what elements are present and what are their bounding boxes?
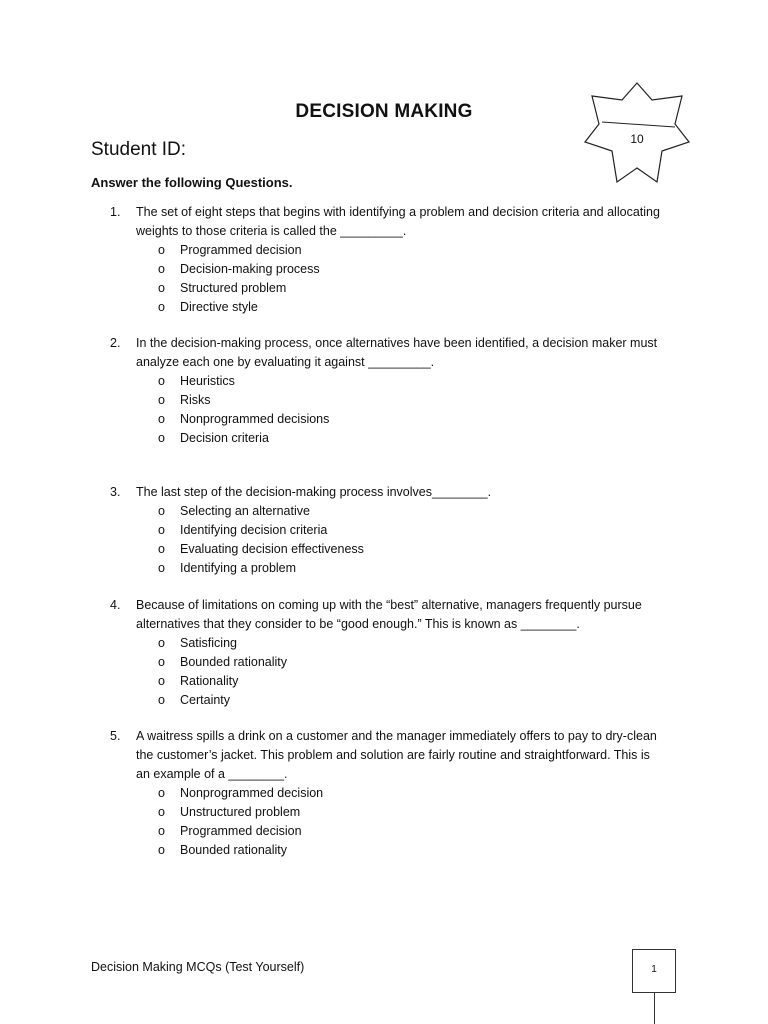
answer-option[interactable] <box>110 841 680 860</box>
answer-option[interactable] <box>110 803 680 822</box>
question-number: 3. <box>110 485 121 499</box>
circle-bullet-icon: o <box>158 693 165 707</box>
circle-bullet-icon: o <box>158 431 165 445</box>
option-text: Decision-making process <box>180 262 320 276</box>
answer-option[interactable] <box>110 260 680 279</box>
question-text: the customer’s jacket. This problem and solution are fairly routine and straightforward. This is <box>136 748 650 762</box>
circle-bullet-icon: o <box>158 674 165 688</box>
score-badge <box>582 80 692 190</box>
page-title: DECISION MAKING <box>295 101 473 122</box>
circle-bullet-icon: o <box>158 824 165 838</box>
option-text: Directive style <box>180 300 258 314</box>
answer-option[interactable] <box>110 559 680 578</box>
circle-bullet-icon: o <box>158 786 165 800</box>
answer-option[interactable] <box>110 298 680 317</box>
question-text: The set of eight steps that begins with identifying a problem and decision criteria and allocating <box>136 205 660 219</box>
answer-option[interactable] <box>110 653 680 672</box>
answer-option[interactable] <box>110 279 680 298</box>
option-text: Nonprogrammed decisions <box>180 412 330 426</box>
option-text: Bounded rationality <box>180 843 288 857</box>
option-text: Satisficing <box>180 636 237 650</box>
question-5 <box>110 727 680 860</box>
question-text: analyze each one by evaluating it against _________. <box>136 355 435 369</box>
option-text: Heuristics <box>180 374 235 388</box>
question-text: In the decision-making process, once alternatives have been identified, a decision maker must <box>136 336 658 350</box>
option-text: Nonprogrammed decision <box>180 786 324 800</box>
circle-bullet-icon: o <box>158 243 165 257</box>
answer-option[interactable] <box>110 691 680 710</box>
circle-bullet-icon: o <box>158 636 165 650</box>
question-1 <box>110 203 680 317</box>
circle-bullet-icon: o <box>158 561 165 575</box>
question-text: A waitress spills a drink on a customer and the manager immediately offers to pay to dry-clean <box>136 729 657 743</box>
student-id-label: Student ID: <box>91 139 187 160</box>
option-text: Identifying a problem <box>180 561 297 575</box>
question-3 <box>110 483 680 578</box>
answer-option[interactable] <box>110 634 680 653</box>
option-text: Programmed decision <box>180 243 302 257</box>
answer-option[interactable] <box>110 241 680 260</box>
page-number-box <box>632 949 676 993</box>
question-text: an example of a ________. <box>136 767 288 781</box>
option-text: Certainty <box>180 693 231 707</box>
question-2 <box>110 334 680 448</box>
option-text: Selecting an alternative <box>180 504 310 518</box>
score-value: 10 <box>630 132 644 146</box>
circle-bullet-icon: o <box>158 262 165 276</box>
answer-option[interactable] <box>110 502 680 521</box>
answer-option[interactable] <box>110 822 680 841</box>
answer-option[interactable] <box>110 372 680 391</box>
option-text: Decision criteria <box>180 431 269 445</box>
circle-bullet-icon: o <box>158 374 165 388</box>
question-4 <box>110 596 680 710</box>
question-number: 4. <box>110 598 121 612</box>
answer-option[interactable] <box>110 521 680 540</box>
answer-option[interactable] <box>110 672 680 691</box>
circle-bullet-icon: o <box>158 523 165 537</box>
footer-title: Decision Making MCQs (Test Yourself) <box>91 960 305 974</box>
circle-bullet-icon: o <box>158 300 165 314</box>
question-text: Because of limitations on coming up with the “best” alternative, managers frequently pursue <box>136 598 642 612</box>
circle-bullet-icon: o <box>158 412 165 426</box>
option-text: Rationality <box>180 674 239 688</box>
answer-option[interactable] <box>110 410 680 429</box>
option-text: Risks <box>180 393 211 407</box>
answer-option[interactable] <box>110 429 680 448</box>
question-text: The last step of the decision-making process involves________. <box>136 485 492 499</box>
circle-bullet-icon: o <box>158 281 165 295</box>
question-number: 5. <box>110 729 121 743</box>
circle-bullet-icon: o <box>158 542 165 556</box>
answer-option[interactable] <box>110 784 680 803</box>
circle-bullet-icon: o <box>158 393 165 407</box>
circle-bullet-icon: o <box>158 504 165 518</box>
circle-bullet-icon: o <box>158 655 165 669</box>
option-text: Bounded rationality <box>180 655 288 669</box>
answer-option[interactable] <box>110 391 680 410</box>
question-text: alternatives that they consider to be “good enough.” This is known as ________. <box>136 617 580 631</box>
circle-bullet-icon: o <box>158 843 165 857</box>
question-number: 2. <box>110 336 121 350</box>
page-number: 1 <box>651 964 657 975</box>
option-text: Structured problem <box>180 281 287 295</box>
answer-option[interactable] <box>110 540 680 559</box>
circle-bullet-icon: o <box>158 805 165 819</box>
page-box-stem <box>654 993 655 1024</box>
option-text: Evaluating decision effectiveness <box>180 542 364 556</box>
option-text: Identifying decision criteria <box>180 523 328 537</box>
instructions-heading: Answer the following Questions. <box>91 175 293 190</box>
option-text: Programmed decision <box>180 824 302 838</box>
option-text: Unstructured problem <box>180 805 301 819</box>
question-text: weights to those criteria is called the _________. <box>136 224 407 238</box>
question-number: 1. <box>110 205 121 219</box>
